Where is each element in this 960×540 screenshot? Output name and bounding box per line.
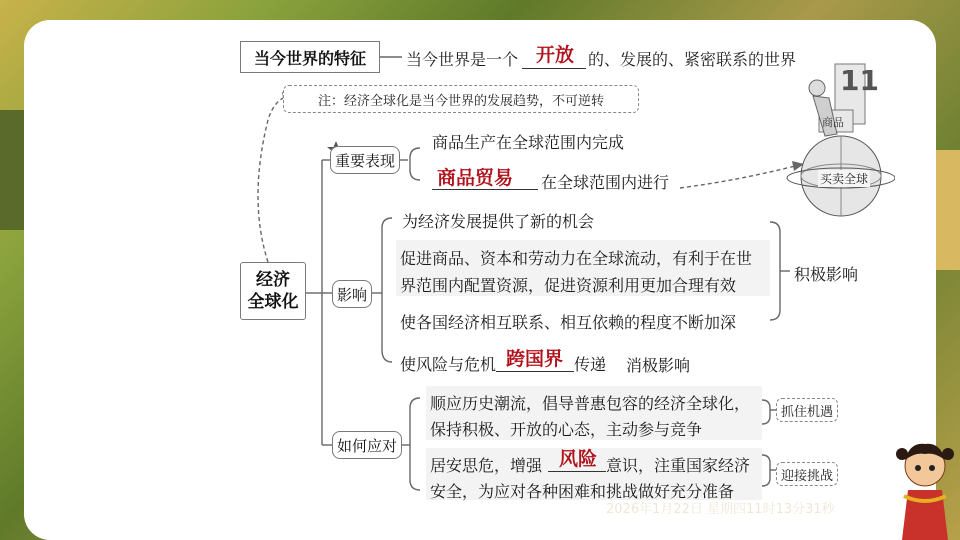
response-r2-suffix: 意识，注重国家经济	[606, 456, 751, 475]
influence-p1: 为经济发展提供了新的机会	[402, 212, 595, 231]
feature-blank-line	[522, 68, 586, 69]
note-text: 注：经济全球化是当今世界的发展趋势，不可逆转	[317, 93, 604, 109]
feature-label-box	[240, 41, 380, 73]
tag-challenge: 迎接挑战	[780, 468, 833, 484]
response-label: 如何应对	[336, 436, 397, 455]
influence-p4-suffix: 传递	[574, 355, 607, 374]
root-node	[240, 262, 306, 320]
globe-caption: 买卖全球	[820, 172, 869, 186]
influence-p4-prefix: 使风险与危机	[400, 355, 497, 374]
response-answer: 风险	[559, 448, 598, 470]
note-box	[283, 85, 639, 113]
timestamp: 2026年1月22日 星期四11时13分31秒	[606, 502, 835, 517]
root-line2: 全球化	[247, 292, 299, 312]
tag-seize: 抓住机遇	[780, 404, 833, 420]
tag-challenge-box	[776, 462, 838, 486]
influence-p2a: 促进商品、资本和劳动力在全球流动，有利于在世	[400, 249, 753, 268]
feature-answer: 开放	[536, 44, 575, 66]
tag-seize-box	[776, 398, 838, 422]
feature-suffix: 的、发展的、紧密联系的世界	[588, 50, 797, 69]
response-r2b: 安全，为应对各种困难和挑战做好充分准备	[430, 482, 735, 501]
influence-answer: 跨国界	[506, 348, 564, 370]
response-r1b: 保持积极、开放的心态，主动参与竞争	[430, 420, 703, 439]
response-blank-line	[548, 471, 606, 472]
root-line1: 经济	[256, 270, 290, 290]
influence-p3: 使各国经济相互联系、相互依赖的程度不断加深	[400, 313, 737, 332]
influence-blank-line	[496, 371, 574, 372]
influence-node	[332, 280, 372, 308]
influence-p2b: 界范围内配置资源，促进资源利用更加合理有效	[400, 276, 737, 295]
feature-prefix: 当今世界是一个	[406, 50, 519, 69]
feature-label: 当今世界的特征	[253, 48, 366, 68]
response-node	[332, 431, 402, 459]
response-r2-prefix: 居安思危，增强	[430, 456, 543, 475]
influence-positive: 积极影响	[794, 265, 859, 284]
important-node	[330, 146, 400, 174]
influence-negative: 消极影响	[626, 356, 691, 375]
important-label: 重要表现	[334, 151, 395, 170]
important-item2-suffix: 在全球范围内进行	[541, 173, 670, 192]
mascot-illustration	[890, 440, 960, 540]
influence-label: 影响	[336, 285, 367, 304]
globe-card-number: 11	[840, 64, 879, 97]
response-r1a: 顺应历史潮流，倡导普惠包容的经济全球化，	[430, 394, 751, 413]
important-item1: 商品生产在全球范围内完成	[432, 133, 625, 152]
globe-card-label: 商品	[822, 116, 844, 129]
important-blank-line	[432, 189, 538, 190]
important-answer: 商品贸易	[437, 167, 514, 189]
